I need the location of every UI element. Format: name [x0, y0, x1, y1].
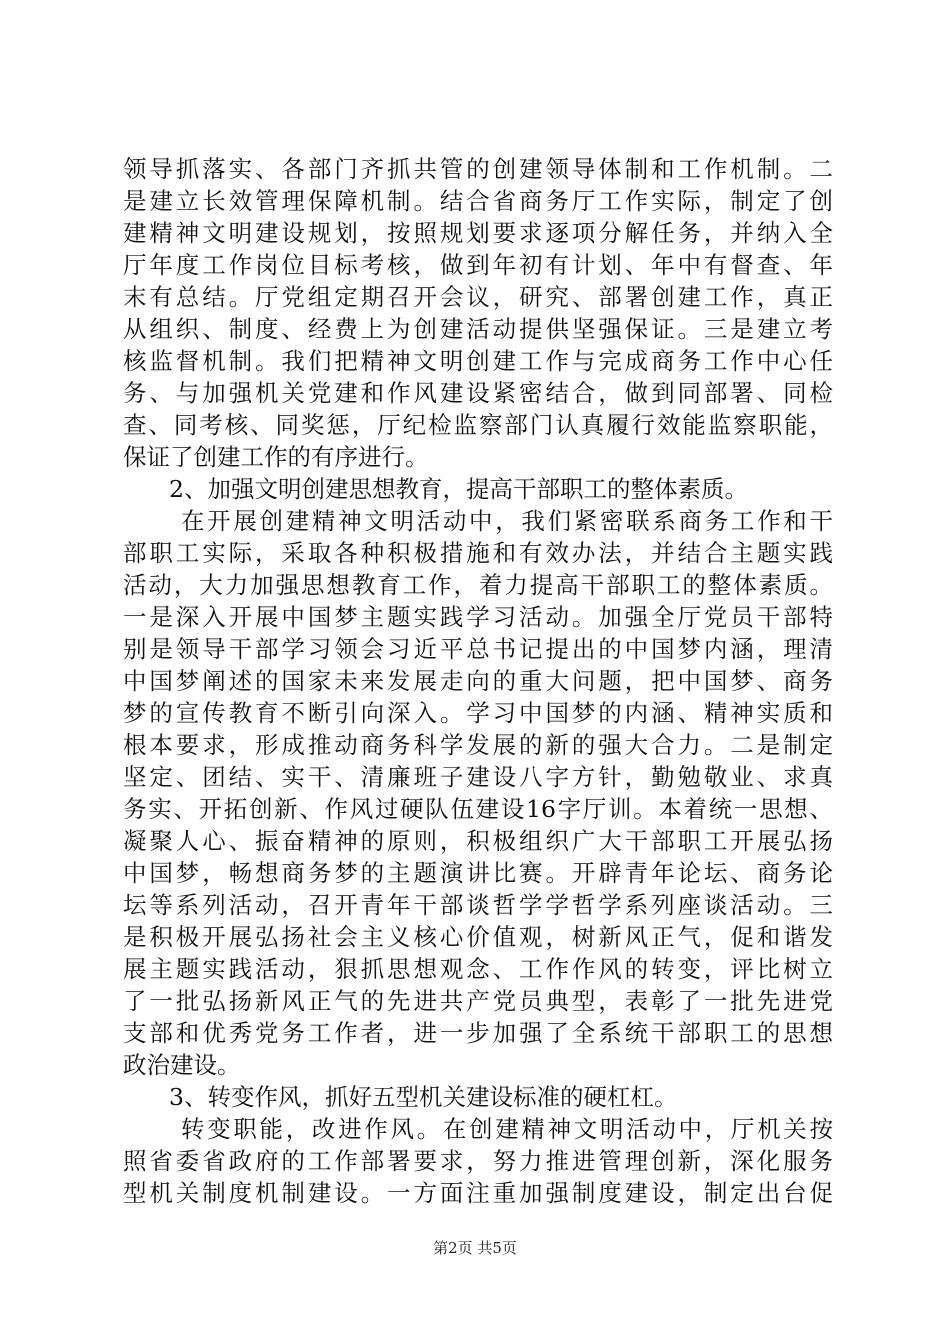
text-line: 保证了创建工作的有序进行。 [123, 443, 429, 471]
text-line: 政治建设。 [123, 1051, 241, 1079]
page-indicator: 第2页 共5页 [433, 1239, 517, 1257]
text-line: 坚定、团结、实干、清廉班子建设八字方针，勤勉敬业、求真 [123, 763, 833, 791]
text-line: 查、同考核、同奖惩，厅纪检监察部门认真履行效能监察职能， [123, 411, 833, 439]
text-line: 在开展创建精神文明活动中，我们紧密联系商务工作和干 [181, 507, 833, 535]
page-footer [0, 1238, 950, 1258]
section-heading: 3、转变作风，抓好五型机关建设标准的硬杠杠。 [169, 1083, 678, 1111]
text-line: 核监督机制。我们把精神文明创建工作与完成商务工作中心任 [123, 347, 833, 375]
text-line: 建精神文明建设规划，按照规划要求逐项分解任务，并纳入全 [123, 219, 833, 247]
text-line: 梦的宣传教育不断引向深入。学习中国梦的内涵、精神实质和 [123, 699, 833, 727]
text-line: 中国梦，畅想商务梦的主题演讲比赛。开辟青年论坛、商务论 [123, 859, 833, 887]
text-line: 展主题实践活动，狠抓思想观念、工作作风的转变，评比树立 [123, 955, 833, 983]
text-line: 从组织、制度、经费上为创建活动提供坚强保证。三是建立考 [123, 315, 833, 343]
section-heading: 2、加强文明创建思想教育，提高干部职工的整体素质。 [169, 475, 748, 503]
text-line: 是积极开展弘扬社会主义核心价值观，树新风正气，促和谐发 [123, 923, 833, 951]
text-line: 型机关制度机制建设。一方面注重加强制度建设，制定出台促 [123, 1179, 833, 1207]
text-line: 了一批弘扬新风正气的先进共产党员典型，表彰了一批先进党 [123, 987, 833, 1015]
text-line: 领导抓落实、各部门齐抓共管的创建领导体制和工作机制。二 [123, 155, 833, 183]
text-line: 坛等系列活动，召开青年干部谈哲学学哲学系列座谈活动。三 [123, 891, 833, 919]
text-line: 别是领导干部学习领会习近平总书记提出的中国梦内涵，理清 [123, 635, 833, 663]
text-line: 部职工实际，采取各种积极措施和有效办法，并结合主题实践 [123, 539, 833, 567]
text-line: 末有总结。厅党组定期召开会议，研究、部署创建工作，真正 [123, 283, 833, 311]
text-line: 转变职能，改进作风。在创建精神文明活动中，厅机关按 [181, 1115, 833, 1143]
text-line: 是建立长效管理保障机制。结合省商务厅工作实际，制定了创 [123, 187, 833, 215]
text-line: 凝聚人心、振奋精神的原则，积极组织广大干部职工开展弘扬 [123, 827, 833, 855]
text-line: 支部和优秀党务工作者，进一步加强了全系统干部职工的思想 [123, 1019, 833, 1047]
text-line: 中国梦阐述的国家未来发展走向的重大问题，把中国梦、商务 [123, 667, 833, 695]
text-line: 务、与加强机关党建和作风建设紧密结合，做到同部署、同检 [123, 379, 833, 407]
text-line: 一是深入开展中国梦主题实践学习活动。加强全厅党员干部特 [123, 603, 833, 631]
document-body [123, 153, 833, 1209]
text-line: 照省委省政府的工作部署要求，努力推进管理创新，深化服务 [123, 1147, 833, 1175]
text-line: 厅年度工作岗位目标考核，做到年初有计划、年中有督查、年 [123, 251, 833, 279]
text-line: 活动，大力加强思想教育工作，着力提高干部职工的整体素质。 [123, 571, 833, 599]
text-line: 务实、开拓创新、作风过硬队伍建设16字厅训。本着统一思想、 [123, 795, 833, 823]
text-line: 根本要求，形成推动商务科学发展的新的强大合力。二是制定 [123, 731, 833, 759]
